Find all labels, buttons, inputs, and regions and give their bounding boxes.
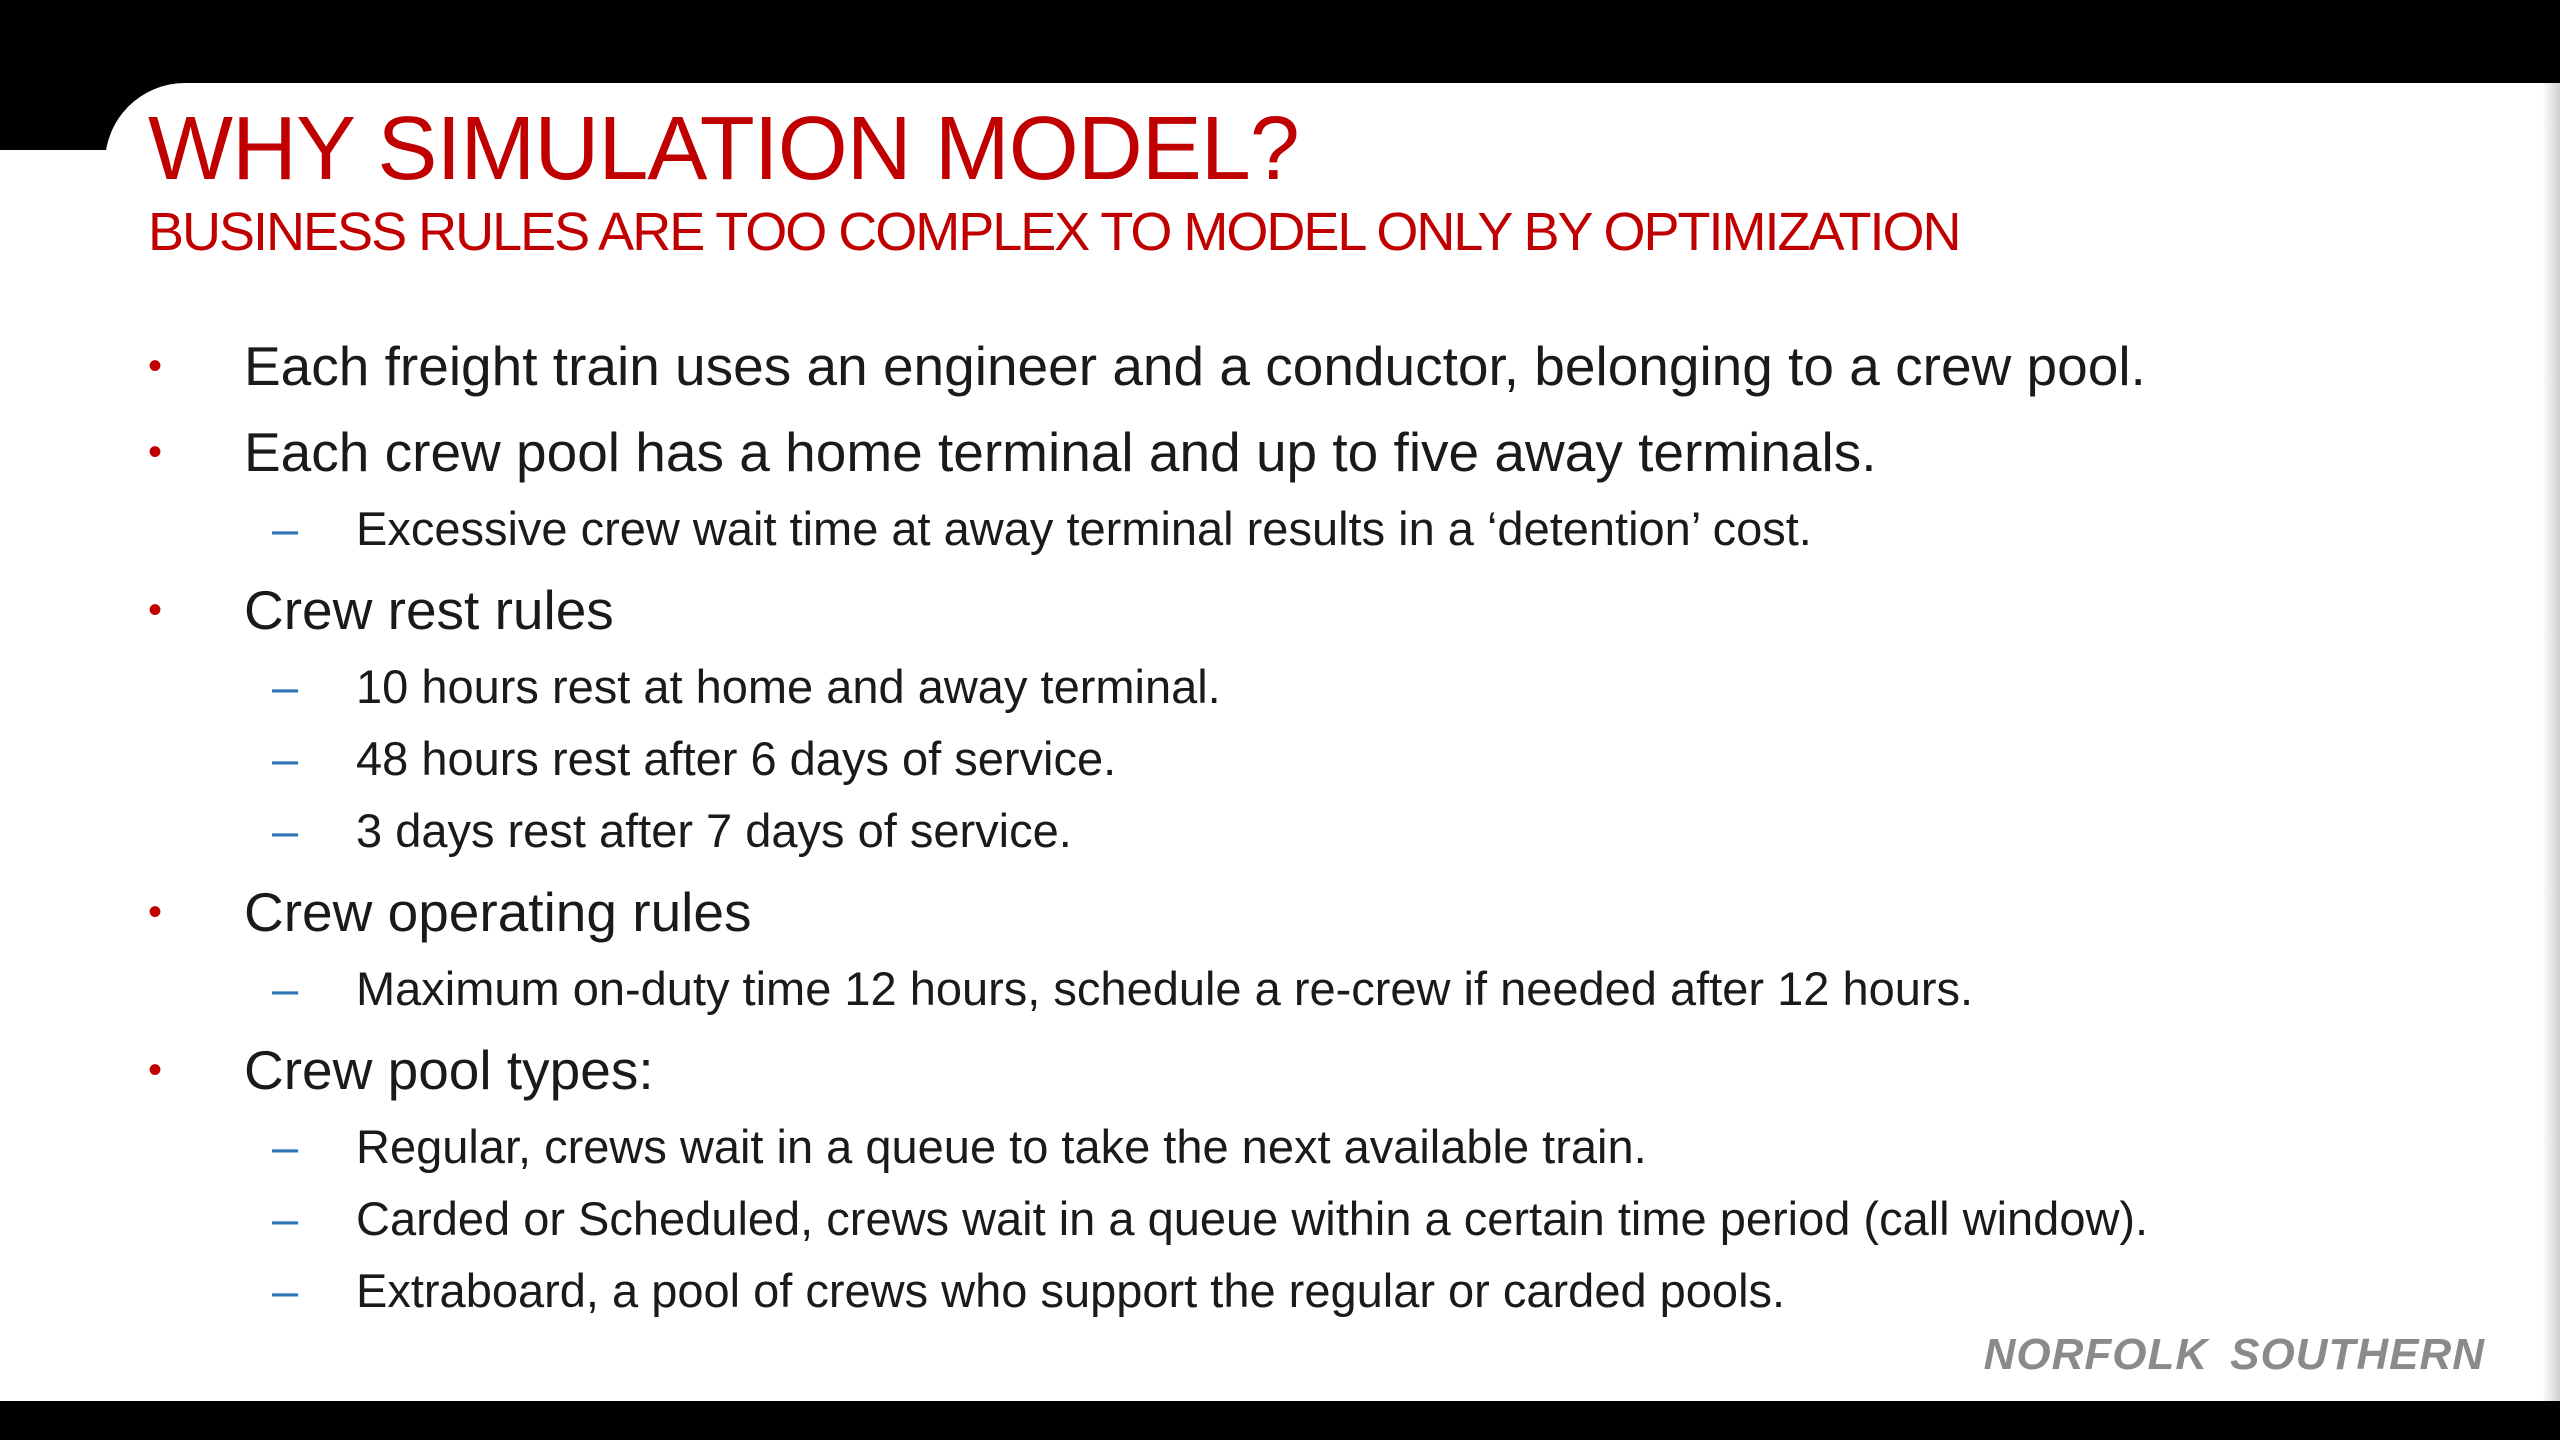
bullet-marker: • [148, 588, 163, 632]
sub-bullet-item [148, 1255, 2448, 1327]
slide-title: WHY SIMULATION MODEL? [148, 99, 1299, 199]
bullet-text: Each freight train uses an engineer and a conductor, belonging to a crew pool. [244, 335, 2146, 397]
slide-panel-edge [0, 150, 140, 1401]
bullet-text: 10 hours rest at home and away terminal. [356, 660, 1221, 713]
bullet-text: Crew rest rules [244, 579, 614, 641]
bullet-marker: • [148, 890, 163, 934]
bullet-list [148, 325, 2448, 1327]
bullet-text: Crew operating rules [244, 881, 752, 943]
logo-word-2: SOUTHERN [2230, 1330, 2485, 1379]
bullet-text: Maximum on-duty time 12 hours, schedule a re-crew if needed after 12 hours. [356, 962, 1974, 1015]
bullet-marker: • [148, 344, 163, 388]
logo-word-1: NORFOLK [1983, 1330, 2209, 1379]
bullet-item [148, 1029, 2448, 1111]
dash-marker: – [272, 804, 299, 857]
bullet-item [148, 569, 2448, 651]
slide-subtitle: BUSINESS RULES ARE TOO COMPLEX TO MODEL ONLY BY OPTIMIZATION [148, 202, 1960, 262]
dash-marker: – [272, 1120, 299, 1173]
panel-shadow [2542, 83, 2560, 1401]
bullet-item [148, 411, 2448, 493]
bullet-text: 48 hours rest after 6 days of service. [356, 732, 1117, 785]
bullet-text: Regular, crews wait in a queue to take the next available train. [356, 1120, 1647, 1173]
sub-bullet-item [148, 1183, 2448, 1255]
bullet-text: Each crew pool has a home terminal and up to five away terminals. [244, 421, 1877, 483]
sub-bullet-item [148, 651, 2448, 723]
sub-bullet-item [148, 493, 2448, 565]
sub-bullet-item [148, 1111, 2448, 1183]
sub-bullet-item [148, 795, 2448, 867]
bullet-text: Carded or Scheduled, crews wait in a queue within a certain time period (call window). [356, 1192, 2149, 1245]
bullet-text: Extraboard, a pool of crews who support the regular or carded pools. [356, 1264, 1786, 1317]
dash-marker: – [272, 502, 299, 555]
bullet-text: Excessive crew wait time at away terminal results in a ‘detention’ cost. [356, 502, 1812, 555]
dash-marker: – [272, 732, 299, 785]
dash-marker: – [272, 962, 299, 1015]
bullet-item [148, 325, 2448, 407]
company-logo [1984, 1330, 2485, 1380]
bullet-marker: • [148, 430, 163, 474]
bullet-text: 3 days rest after 7 days of service. [356, 804, 1072, 857]
sub-bullet-item [148, 953, 2448, 1025]
dash-marker: – [272, 1192, 299, 1245]
bullet-marker: • [148, 1048, 163, 1092]
dash-marker: – [272, 660, 299, 713]
sub-bullet-item [148, 723, 2448, 795]
bullet-item [148, 871, 2448, 953]
bullet-text: Crew pool types: [244, 1039, 654, 1101]
dash-marker: – [272, 1264, 299, 1317]
